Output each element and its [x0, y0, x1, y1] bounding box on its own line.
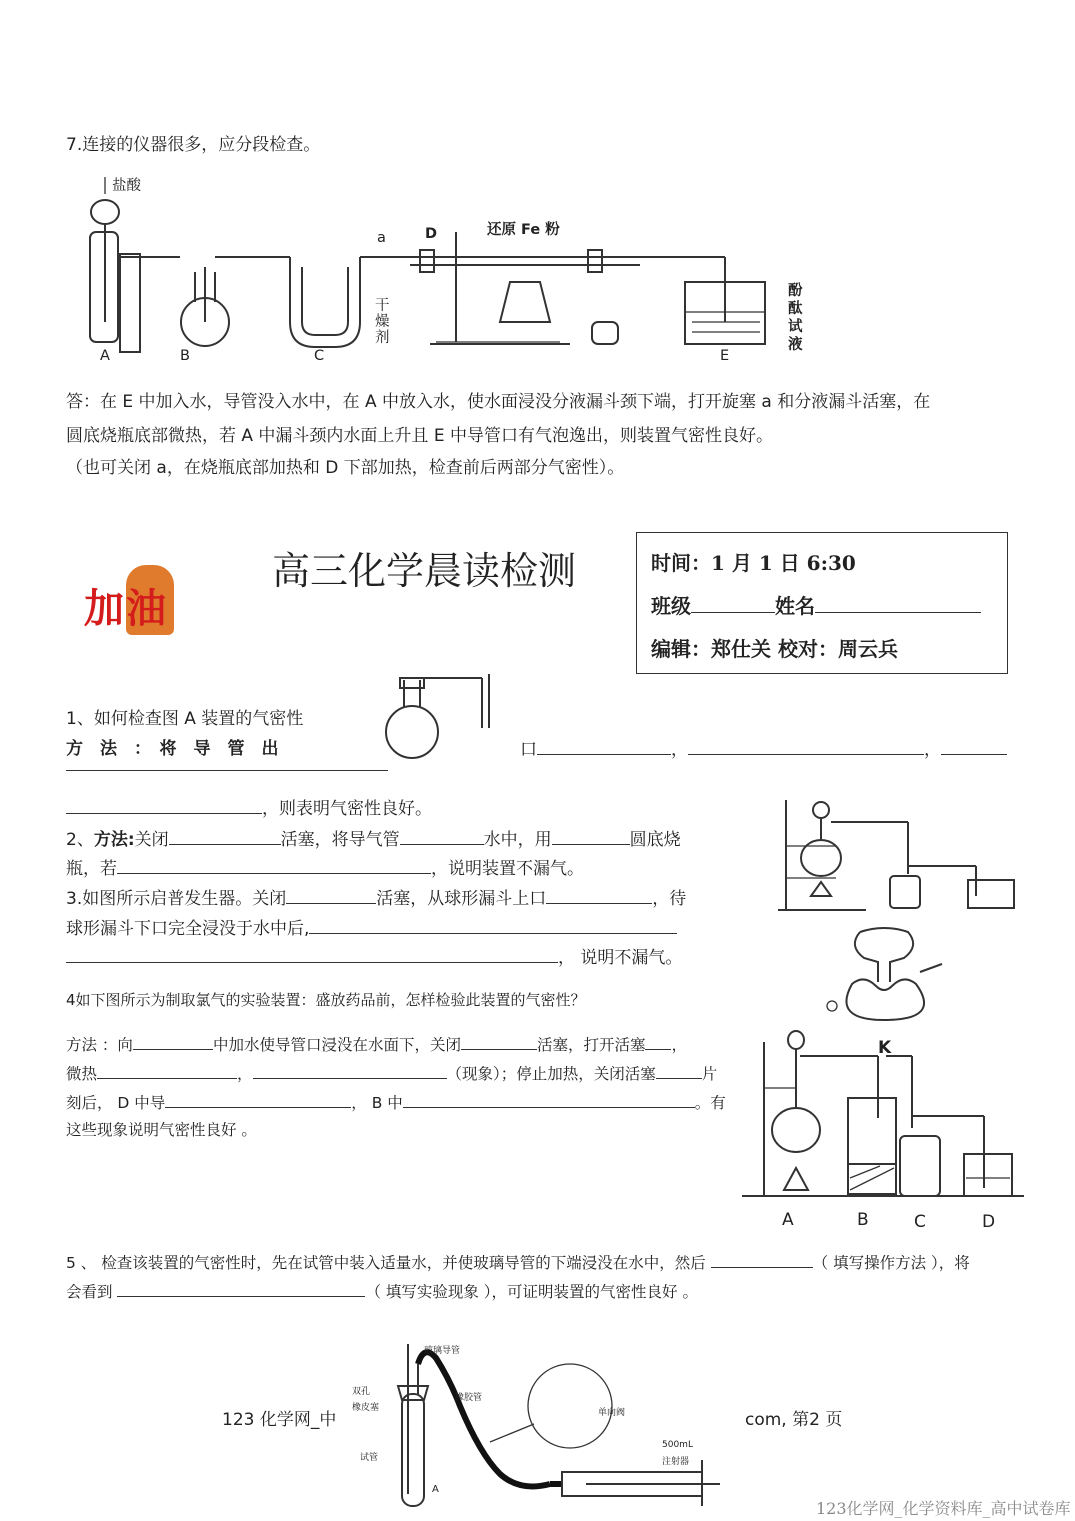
q2-text-d: 水中，用 [483, 830, 552, 850]
q4-blank-3[interactable] [645, 1033, 671, 1050]
fig4-label-D: D [982, 1212, 996, 1232]
q5-blank-2[interactable] [117, 1280, 365, 1297]
fig4-label-B: B [857, 1210, 869, 1230]
q2-text-g: ，说明装置不漏气。 [431, 859, 584, 879]
q5-text-b: （ 填写操作方法 ），将 [812, 1254, 970, 1272]
q2-blank-1[interactable] [169, 828, 281, 845]
q1-blank-1[interactable] [537, 738, 671, 755]
q5-text-d: （ 填写实验现象 ），可证明装置的气密性良好 。 [365, 1283, 698, 1301]
footer-watermark: 123化学网_化学资料库_高中试卷库 [816, 1499, 1071, 1518]
fig5-label-tube: 试管 [360, 1453, 379, 1463]
q1-line1: 1、如何检查图 A 装置的气密性 [66, 709, 304, 729]
q4-text-e: 微热 [66, 1065, 98, 1083]
info-time: 时间：1 月 1 日 6:30 [651, 551, 856, 575]
name-field[interactable] [815, 596, 981, 613]
class-label: 班级 [651, 594, 691, 618]
q4-text-j: ， B 中 [351, 1094, 403, 1112]
q4-text-f: ， [237, 1065, 253, 1083]
footer-right: com, 第2 页 [745, 1410, 843, 1430]
q4-text-c: 活塞，打开活塞 [536, 1036, 646, 1054]
fig7-label-C: C [314, 348, 325, 364]
q5-text-a: 5 、 检查该装置的气密性时，先在试管中装入适量水，并使玻璃导管的下端浸没在水中，然后 [66, 1254, 706, 1272]
fig5-label-rubber: 橡胶管 [455, 1393, 483, 1403]
q2-blank-4[interactable] [117, 857, 431, 874]
q3-kipp-figure [812, 924, 948, 1024]
q2-method-label: 方法: [93, 830, 135, 850]
fig5-label-stopper2: 橡皮塞 [352, 1403, 380, 1413]
q2-blank-3[interactable] [552, 828, 630, 845]
q4-blank-6[interactable] [656, 1062, 702, 1079]
q7-heading: 7.连接的仪器很多，应分段检查。 [66, 135, 321, 155]
q2-line2 [66, 857, 584, 880]
fig7-label-a: a [377, 230, 386, 246]
q7-answer-line2: 圆底烧瓶底部微热，若 A 中漏斗颈内水面上升且 E 中导管口有气泡逸出，则装置气密性良好。 [66, 426, 773, 446]
fig5-label-stopper: 双孔 [352, 1387, 371, 1397]
q3-line3 [66, 946, 682, 969]
q5-text-c: 会看到 [66, 1283, 113, 1301]
q5-line1 [66, 1251, 970, 1273]
fig7-label-dry: 干燥剂 [375, 298, 390, 346]
q3-blank-1[interactable] [286, 887, 376, 904]
q2-apparatus-figure [776, 796, 1028, 916]
q4-text-g: （现象）；停止加热，关闭活塞 [446, 1065, 656, 1083]
q7-answer-line1: 答：在 E 中加入水，导管没入水中，在 A 中放入水，使水面浸没分液漏斗颈下端，打开旋塞 a 和分液漏斗活塞，在 [66, 392, 931, 412]
fig5-label-syringe2: 注射器 [662, 1457, 690, 1467]
q4-text-i: 刻后， D 中导 [66, 1094, 166, 1112]
q4-blank-4[interactable] [97, 1062, 237, 1079]
q1-blank-5[interactable] [66, 797, 262, 814]
fig5-label-valve: 单向阀 [598, 1408, 626, 1418]
q1-line2 [520, 738, 1007, 761]
q1-mouth: 口 [520, 740, 537, 760]
q3-text-d: 球形漏斗下口完全浸没于水中后, [66, 919, 310, 939]
q1-blank-4[interactable] [66, 770, 388, 771]
fig7-label-fe: 还原 Fe 粉 [487, 222, 560, 238]
info-box [636, 532, 1008, 674]
q1-end: ，则表明气密性良好。 [262, 799, 432, 819]
q1-line3 [66, 797, 432, 820]
q4-blank-8[interactable] [403, 1091, 695, 1108]
q4-text-d: ， [671, 1036, 687, 1054]
q4-text-k: 。有 [694, 1094, 726, 1112]
q4-heading: 4如下图所示为制取氯气的实验装置：盛放药品前，怎样检验此装置的气密性？ [66, 991, 586, 1009]
q2-number: 2、 [66, 830, 94, 850]
q7-apparatus-figure [80, 172, 840, 364]
q5-apparatus-figure [340, 1334, 730, 1514]
q2-text-f: 瓶，若 [66, 859, 117, 879]
q3-line2 [66, 917, 677, 940]
fig7-label-B: B [180, 348, 190, 364]
logo-text: 加油 [84, 585, 168, 632]
q3-text-c: ，待 [652, 889, 687, 909]
q2-blank-2[interactable] [400, 828, 484, 845]
fig4-label-C: C [914, 1212, 926, 1232]
name-label: 姓名 [775, 594, 815, 618]
q3-blank-3[interactable] [309, 917, 677, 934]
q5-blank-1[interactable] [711, 1251, 813, 1268]
q1-flask-figure [382, 672, 494, 766]
fig7-label-pheno: 酚酞试液 [788, 283, 803, 353]
info-class-name [651, 590, 1007, 619]
q1-blank-2[interactable] [688, 738, 924, 755]
q1-comma-1: ， [671, 740, 688, 760]
fig4-label-K: K [878, 1038, 892, 1058]
q4-blank-2[interactable] [461, 1033, 537, 1050]
q4-text-a: 方法 ：向 [66, 1036, 133, 1054]
q4-blank-1[interactable] [133, 1033, 213, 1050]
q4-line4: 这些现象说明气密性良好 。 [66, 1121, 257, 1139]
q4-line1 [66, 1033, 687, 1055]
q4-line2 [66, 1062, 717, 1084]
info-editors: 编辑：郑仕关 校对：周云兵 [651, 637, 898, 661]
q4-blank-5[interactable] [253, 1062, 447, 1079]
q4-blank-7[interactable] [165, 1091, 351, 1108]
q4-text-b: 中加水使导管口浸没在水面下，关闭 [212, 1036, 461, 1054]
logo [84, 565, 236, 635]
q7-answer-line3: （也可关闭 a，在烧瓶底部加热和 D 下部加热，检查前后两部分气密性）。 [66, 458, 625, 478]
q1-comma-2: ， [924, 740, 941, 760]
q2-text-e: 圆底烧 [629, 830, 681, 850]
q1-blank-3[interactable] [941, 738, 1007, 755]
q3-line1 [66, 887, 686, 910]
fig5-label-A: A [432, 1484, 439, 1495]
fig4-label-A: A [782, 1210, 794, 1230]
page-title: 高三化学晨读检测 [272, 549, 577, 593]
q3-blank-4[interactable] [66, 946, 558, 963]
q2-line1 [66, 828, 681, 851]
q3-text-e: ， 说明不漏气。 [558, 948, 683, 968]
fig7-label-d: D [425, 226, 438, 242]
q5-line2 [66, 1280, 698, 1302]
q1-method-label: 方 法 ： 将 导 管 出 [66, 739, 279, 759]
fig7-label-A: A [100, 348, 110, 364]
class-field[interactable] [691, 596, 775, 613]
footer-left: 123 化学网_中 [222, 1410, 337, 1430]
q3-blank-2[interactable] [546, 887, 652, 904]
q4-line3 [66, 1091, 726, 1113]
q4-text-h: 片 [701, 1065, 718, 1083]
q3-text-b: 活塞，从球形漏斗上口 [376, 889, 547, 909]
q2-close: 关闭 [134, 830, 169, 850]
fig5-label-syringe: 500mL [662, 1440, 693, 1450]
q2-text-c: 活塞，将导气管 [280, 830, 400, 850]
fig7-label-hcl: 盐酸 [112, 178, 141, 194]
fig7-label-E: E [720, 348, 730, 364]
q3-text-a: 3.如图所示启普发生器。关闭 [66, 889, 287, 909]
fig5-label-glass: 玻璃导管 [424, 1346, 461, 1356]
